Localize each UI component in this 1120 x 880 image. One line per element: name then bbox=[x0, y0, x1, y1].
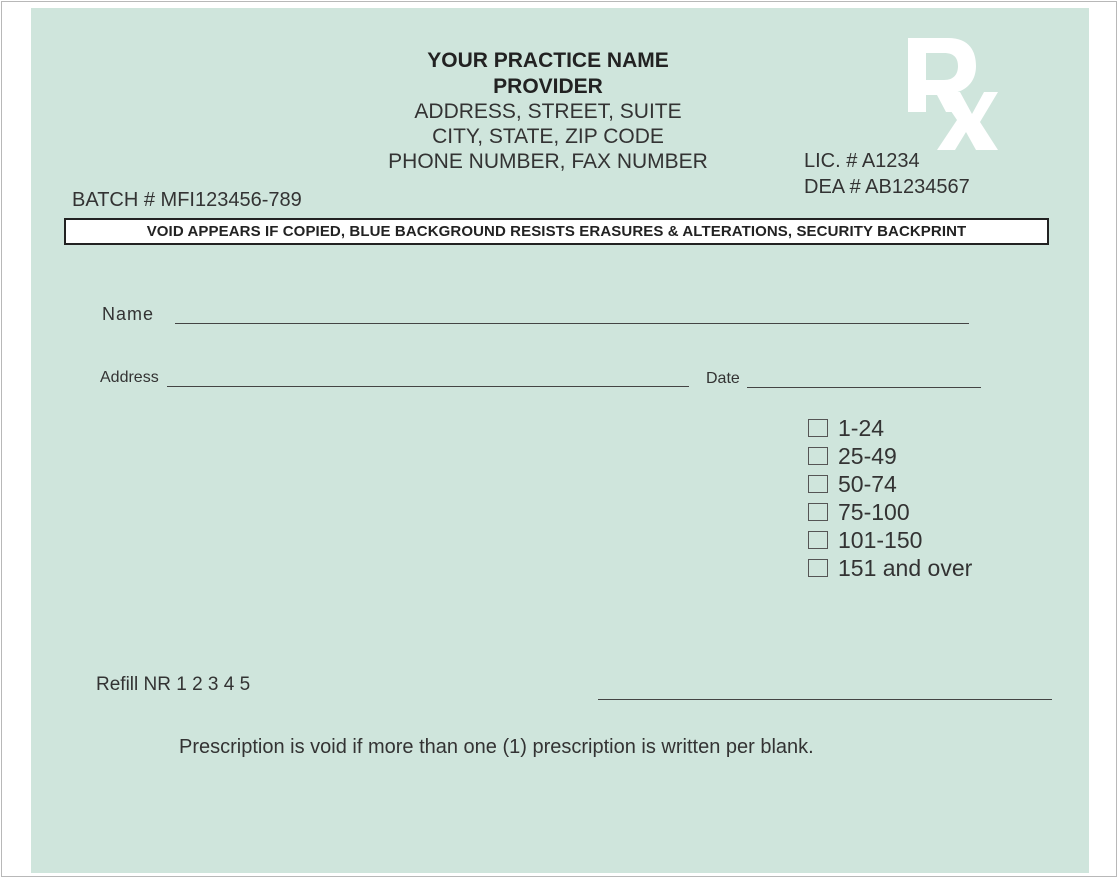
quantity-option[interactable] bbox=[808, 498, 972, 526]
name-field[interactable] bbox=[175, 323, 969, 324]
checkbox[interactable] bbox=[808, 475, 828, 493]
practice-phone: PHONE NUMBER, FAX NUMBER bbox=[388, 150, 708, 173]
checkbox[interactable] bbox=[808, 531, 828, 549]
checkbox[interactable] bbox=[808, 559, 828, 577]
checkbox[interactable] bbox=[808, 419, 828, 437]
security-notice: VOID APPEARS IF COPIED, BLUE BACKGROUND RESISTS ERASURES & ALTERATIONS, SECURITY BACKPRINT bbox=[64, 218, 1049, 245]
quantity-label: 101-150 bbox=[838, 527, 923, 553]
checkbox[interactable] bbox=[808, 447, 828, 465]
practice-header bbox=[360, 48, 736, 174]
quantity-option[interactable] bbox=[808, 526, 972, 554]
quantity-options bbox=[808, 414, 972, 582]
name-label: Name bbox=[102, 304, 155, 324]
refill-options: Refill NR 1 2 3 4 5 bbox=[96, 674, 251, 695]
quantity-label: 151 and over bbox=[838, 555, 973, 581]
address-field[interactable] bbox=[167, 386, 689, 387]
quantity-label: 75-100 bbox=[838, 499, 910, 525]
batch-number: BATCH # MFI123456-789 bbox=[72, 189, 302, 211]
provider-name: PROVIDER bbox=[493, 75, 603, 98]
practice-name: YOUR PRACTICE NAME bbox=[427, 49, 669, 72]
quantity-label: 1-24 bbox=[838, 415, 885, 441]
practice-address: ADDRESS, STREET, SUITE bbox=[414, 100, 682, 123]
quantity-label: 25-49 bbox=[838, 443, 897, 469]
rx-symbol-icon bbox=[904, 34, 1000, 152]
practice-city: CITY, STATE, ZIP CODE bbox=[432, 125, 664, 148]
signature-line[interactable] bbox=[598, 699, 1052, 700]
quantity-label: 50-74 bbox=[838, 471, 897, 497]
quantity-option[interactable] bbox=[808, 470, 972, 498]
address-label: Address bbox=[100, 369, 159, 386]
checkbox[interactable] bbox=[808, 503, 828, 521]
quantity-option[interactable] bbox=[808, 442, 972, 470]
license-number: LIC. # A1234 bbox=[804, 150, 920, 172]
dea-number: DEA # AB1234567 bbox=[804, 176, 970, 198]
quantity-option[interactable] bbox=[808, 414, 972, 442]
date-label: Date bbox=[706, 370, 740, 387]
quantity-option[interactable] bbox=[808, 554, 972, 582]
void-notice: Prescription is void if more than one (1) prescription is written per blank. bbox=[179, 736, 814, 758]
date-field[interactable] bbox=[747, 387, 981, 388]
